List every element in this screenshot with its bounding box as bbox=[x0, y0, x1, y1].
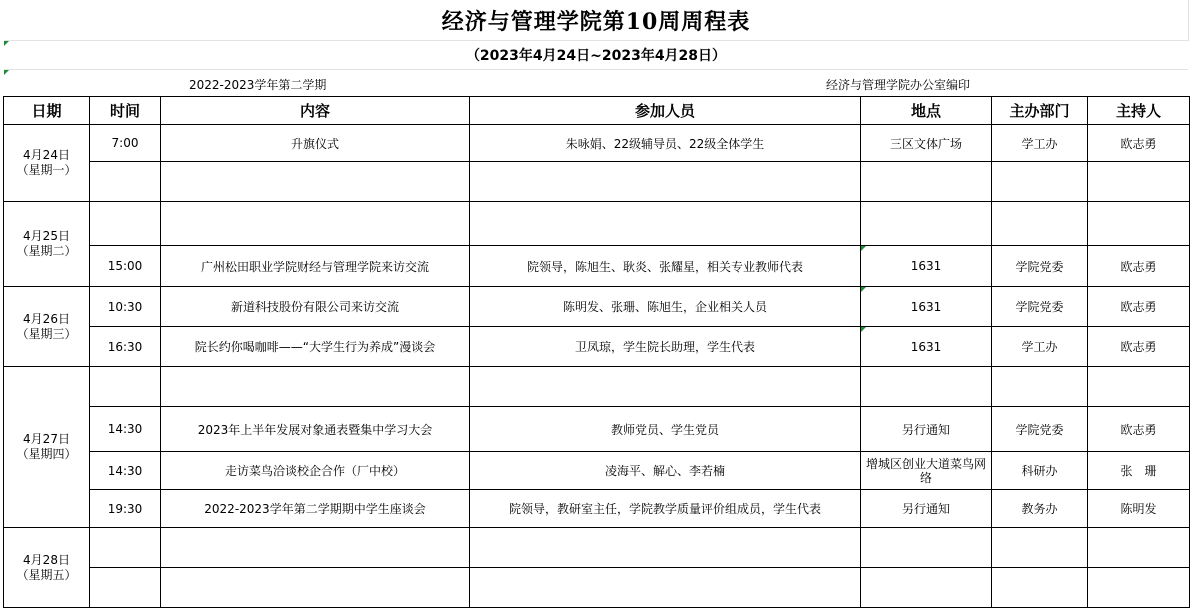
weekday-label: （星期五） bbox=[16, 567, 77, 582]
content-cell[interactable] bbox=[161, 528, 470, 568]
header-dept[interactable]: 主办部门 bbox=[992, 97, 1088, 125]
attendees-cell[interactable]: 朱咏娟、22级辅导员、22级全体学生 bbox=[470, 125, 861, 162]
time-cell[interactable]: 16:30 bbox=[90, 327, 161, 367]
date-label: 4月25日 bbox=[23, 229, 70, 243]
dept-cell[interactable] bbox=[992, 367, 1088, 407]
weekday-label: （星期二） bbox=[16, 244, 77, 258]
time-cell[interactable] bbox=[90, 528, 161, 568]
content-cell[interactable]: 走访菜鸟洽谈校企合作（厂中校） bbox=[161, 452, 470, 490]
table-row bbox=[4, 568, 1190, 608]
header-host[interactable]: 主持人 bbox=[1088, 97, 1190, 125]
location-cell[interactable]: 另行通知 bbox=[861, 407, 992, 452]
table-row bbox=[4, 367, 1190, 407]
host-cell[interactable]: 陈明发 bbox=[1088, 490, 1190, 528]
time-cell[interactable]: 7:00 bbox=[90, 125, 161, 162]
time-cell[interactable]: 10:30 bbox=[90, 287, 161, 327]
content-cell[interactable]: 升旗仪式 bbox=[161, 125, 470, 162]
time-cell[interactable] bbox=[90, 367, 161, 407]
date-cell-tue[interactable] bbox=[4, 202, 90, 287]
table-row bbox=[4, 287, 1190, 327]
dept-cell[interactable]: 学工办 bbox=[992, 125, 1088, 162]
location-cell[interactable]: 1631 bbox=[861, 246, 992, 287]
date-range-subtitle[interactable]: （2023年4月24日~2023年4月28日） bbox=[4, 41, 1188, 70]
location-cell[interactable] bbox=[861, 528, 992, 568]
time-cell[interactable]: 14:30 bbox=[90, 452, 161, 490]
header-date[interactable]: 日期 bbox=[4, 97, 90, 125]
dept-cell[interactable] bbox=[992, 568, 1088, 608]
weekday-label: （星期三） bbox=[16, 326, 77, 341]
table-row bbox=[4, 246, 1190, 287]
host-cell[interactable] bbox=[1088, 162, 1190, 202]
header-content[interactable]: 内容 bbox=[161, 97, 470, 125]
location-cell[interactable]: 三区文体广场 bbox=[861, 125, 992, 162]
time-cell[interactable]: 19:30 bbox=[90, 490, 161, 528]
weekday-label: （星期四） bbox=[16, 447, 77, 461]
host-cell[interactable] bbox=[1088, 528, 1190, 568]
date-label: 4月27日 bbox=[23, 432, 70, 446]
content-cell[interactable]: 新道科技股份有限公司来访交流 bbox=[161, 287, 470, 327]
attendees-cell[interactable]: 卫凤琼，学生院长助理，学生代表 bbox=[470, 327, 861, 367]
attendees-cell[interactable] bbox=[470, 202, 861, 246]
table-row bbox=[4, 202, 1190, 246]
location-cell[interactable]: 1631 bbox=[861, 327, 992, 367]
location-cell[interactable]: 1631 bbox=[861, 287, 992, 327]
schedule-table bbox=[3, 96, 1190, 608]
host-cell[interactable] bbox=[1088, 367, 1190, 407]
host-cell[interactable]: 欧志勇 bbox=[1088, 287, 1190, 327]
attendees-cell[interactable]: 凌海平、解心、李若楠 bbox=[470, 452, 861, 490]
attendees-cell[interactable]: 院领导，陈旭生、耿炎、张耀星，相关专业教师代表 bbox=[470, 246, 861, 287]
location-cell[interactable] bbox=[861, 162, 992, 202]
attendees-cell[interactable] bbox=[470, 162, 861, 202]
host-cell[interactable]: 欧志勇 bbox=[1088, 407, 1190, 452]
office-label[interactable]: 经济与管理学院办公室编印 bbox=[826, 78, 971, 92]
host-cell[interactable]: 欧志勇 bbox=[1088, 246, 1190, 287]
table-row bbox=[4, 162, 1190, 202]
table-row bbox=[4, 125, 1190, 162]
attendees-cell[interactable]: 院领导，教研室主任，学院教学质量评价组成员，学生代表 bbox=[470, 490, 861, 528]
dept-cell[interactable]: 科研办 bbox=[992, 452, 1088, 490]
location-cell[interactable] bbox=[861, 568, 992, 608]
dept-cell[interactable]: 学工办 bbox=[992, 327, 1088, 367]
content-cell[interactable] bbox=[161, 568, 470, 608]
term-label[interactable]: 2022-2023学年第二学期 bbox=[189, 78, 327, 92]
host-cell[interactable]: 欧志勇 bbox=[1088, 125, 1190, 162]
table-header-row bbox=[4, 97, 1190, 125]
host-cell[interactable] bbox=[1088, 202, 1190, 246]
header-time[interactable]: 时间 bbox=[90, 97, 161, 125]
dept-cell[interactable] bbox=[992, 528, 1088, 568]
attendees-cell[interactable]: 陈明发、张珊、陈旭生，企业相关人员 bbox=[470, 287, 861, 327]
date-cell-mon[interactable] bbox=[4, 125, 90, 202]
date-label: 4月24日 bbox=[23, 148, 70, 162]
location-cell[interactable] bbox=[861, 367, 992, 407]
date-label: 4月26日 bbox=[23, 311, 70, 326]
info-row bbox=[4, 70, 1188, 96]
table-row bbox=[4, 407, 1190, 452]
date-cell-fri[interactable] bbox=[4, 528, 90, 608]
location-cell[interactable]: 增城区创业大道菜鸟网络 bbox=[861, 452, 992, 490]
time-cell[interactable] bbox=[90, 568, 161, 608]
location-cell[interactable] bbox=[861, 202, 992, 246]
attendees-cell[interactable] bbox=[470, 528, 861, 568]
table-row bbox=[4, 452, 1190, 490]
host-cell[interactable]: 张 珊 bbox=[1088, 452, 1190, 490]
time-cell[interactable] bbox=[90, 202, 161, 246]
table-row bbox=[4, 490, 1190, 528]
date-label: 4月28日 bbox=[23, 552, 70, 567]
attendees-cell[interactable] bbox=[470, 568, 861, 608]
time-cell[interactable] bbox=[90, 162, 161, 202]
header-location[interactable]: 地点 bbox=[861, 97, 992, 125]
attendees-cell[interactable]: 教师党员、学生党员 bbox=[470, 407, 861, 452]
host-cell[interactable] bbox=[1088, 568, 1190, 608]
date-cell-thu[interactable] bbox=[4, 367, 90, 528]
table-row bbox=[4, 327, 1190, 367]
host-cell[interactable]: 欧志勇 bbox=[1088, 327, 1190, 367]
content-cell[interactable]: 广州松田职业学院财经与管理学院来访交流 bbox=[161, 246, 470, 287]
content-cell[interactable]: 2022-2023学年第二学期期中学生座谈会 bbox=[161, 490, 470, 528]
table-row bbox=[4, 528, 1190, 568]
content-cell[interactable]: 2023年上半年发展对象通表暨集中学习大会 bbox=[161, 407, 470, 452]
dept-cell[interactable]: 学院党委 bbox=[992, 407, 1088, 452]
dept-cell[interactable] bbox=[992, 162, 1088, 202]
dept-cell[interactable] bbox=[992, 202, 1088, 246]
content-cell[interactable] bbox=[161, 202, 470, 246]
location-cell[interactable]: 另行通知 bbox=[861, 490, 992, 528]
time-cell[interactable]: 14:30 bbox=[90, 407, 161, 452]
weekday-label: （星期一） bbox=[16, 163, 77, 177]
dept-cell[interactable]: 学院党委 bbox=[992, 246, 1088, 287]
header-attendees[interactable]: 参加人员 bbox=[470, 97, 861, 125]
content-cell[interactable] bbox=[161, 367, 470, 407]
time-cell[interactable]: 15:00 bbox=[90, 246, 161, 287]
dept-cell[interactable]: 教务办 bbox=[992, 490, 1088, 528]
content-cell[interactable]: 院长约你喝咖啡——“大学生行为养成”漫谈会 bbox=[161, 327, 470, 367]
content-cell[interactable] bbox=[161, 162, 470, 202]
page-title[interactable]: 经济与管理学院第10周周程表 bbox=[4, 0, 1189, 41]
date-cell-wed[interactable] bbox=[4, 287, 90, 367]
attendees-cell[interactable] bbox=[470, 367, 861, 407]
dept-cell[interactable]: 学院党委 bbox=[992, 287, 1088, 327]
